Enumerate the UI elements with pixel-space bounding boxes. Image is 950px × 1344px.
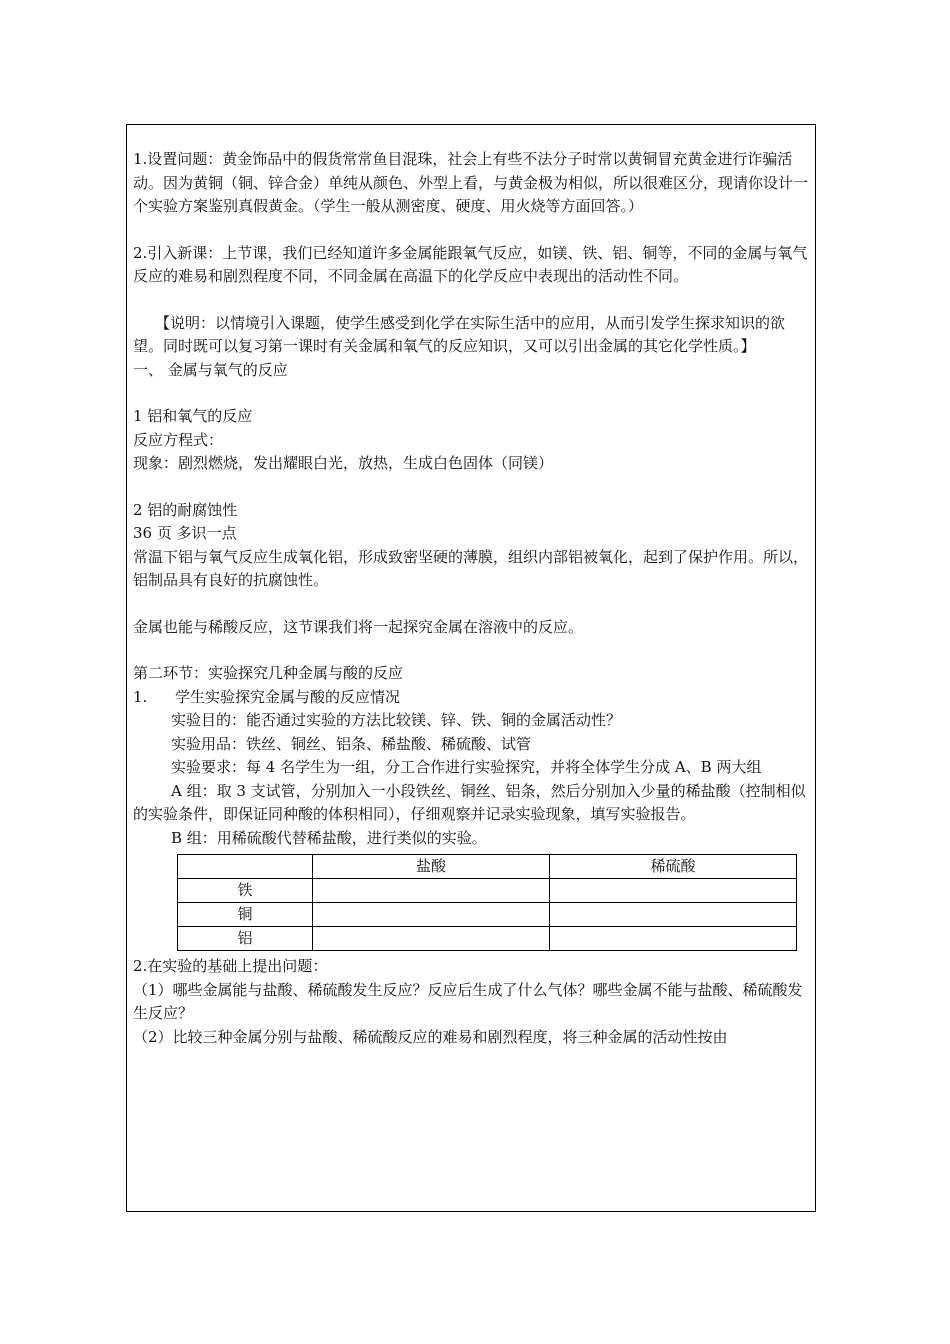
table-cell bbox=[313, 903, 550, 927]
table-row bbox=[178, 927, 797, 951]
equation-label: 反应方程式： bbox=[133, 430, 224, 449]
table-header-cell: 稀硫酸 bbox=[550, 855, 797, 879]
requirement-text: 实验要求：每 4 名学生为一组，分工合作进行实验探究，并将全体学生分成 A、B 两大组 bbox=[171, 758, 762, 776]
question-paragraph: 1.设置问题：黄金饰品中的假货常常鱼目混珠，社会上有些不法分子时常以黄铜冒充黄金进行诈骗活动。因为黄铜（铜、锌合金）单纯从颜色、外型上看，与黄金极为相似，所以很难区分，现请你设计一个实验方案鉴别真假黄金。（学生一般从测密度、硬度、用火烧等方面回答。） bbox=[133, 150, 809, 215]
section-heading: 一、 金属与氧气的反应 bbox=[133, 360, 288, 379]
table-header-row bbox=[178, 855, 797, 879]
table-header-cell bbox=[178, 855, 313, 879]
part2-heading: 第二环节：实验探究几种金属与酸的反应 bbox=[133, 664, 404, 682]
results-table bbox=[177, 854, 797, 951]
item1 bbox=[133, 686, 811, 710]
question-2: （2）比较三种金属分别与盐酸、稀硫酸反应的难易和剧烈程度，将三种金属的活动性按由 bbox=[133, 1027, 728, 1046]
table-cell-metal: 铁 bbox=[178, 879, 313, 903]
table-cell bbox=[313, 927, 550, 951]
group-a-text: A 组：取 3 支试管，分别加入一小段铁丝、铜丝、铝条，然后分别加入少量的稀盐酸（控制相似的实验条件，即保证同种酸的体积相同），仔细观察并记录实验现象，填写实验报告。 bbox=[133, 781, 806, 823]
item2-heading: 2.在实验的基础上提出问题： bbox=[133, 957, 328, 975]
table-row bbox=[178, 879, 797, 903]
table-row bbox=[178, 903, 797, 927]
transition-paragraph: 金属也能与稀酸反应，这节课我们将一起探究金属在溶液中的反应。 bbox=[133, 617, 584, 636]
table-cell bbox=[313, 879, 550, 903]
group-b-text: B 组：用稀硫酸代替稀盐酸，进行类似的实验。 bbox=[171, 828, 487, 847]
table-cell bbox=[550, 879, 797, 903]
table-cell-metal: 铝 bbox=[178, 927, 313, 951]
table-cell-metal: 铜 bbox=[178, 903, 313, 927]
lesson-content bbox=[133, 148, 811, 1049]
question-1: （1）哪些金属能与盐酸、稀硫酸发生反应？反应后生成了什么气体？哪些金属不能与盐酸、稀硫酸发生反应？ bbox=[133, 980, 803, 1022]
subheading-corrosion: 2 铝的耐腐蚀性 bbox=[133, 500, 238, 519]
item1-text: 学生实验探究金属与酸的反应情况 bbox=[175, 687, 401, 706]
subheading-aluminum-oxygen: 1 铝和氧气的反应 bbox=[133, 407, 253, 425]
corrosion-paragraph: 常温下铝与氧气反应生成氧化铝，形成致密坚硬的薄膜，组织内部铝被氧化，起到了保护作用。所以，铝制品具有良好的抗腐蚀性。 bbox=[133, 547, 809, 589]
table-cell bbox=[550, 927, 797, 951]
item1-number: 1. bbox=[133, 687, 148, 706]
table-header-cell: 盐酸 bbox=[313, 855, 550, 879]
purpose-text: 实验目的：能否通过实验的方法比较镁、锌、铁、铜的金属活动性？ bbox=[171, 711, 622, 729]
intro-paragraph: 2.引入新课：上节课，我们已经知道许多金属能跟氧气反应，如镁、铁、铝、铜等，不同的金属与氧气反应的难易和剧烈程度不同，不同金属在高温下的化学反应中表现出的活动性不同。 bbox=[133, 243, 808, 285]
phenomenon-text: 现象：剧烈燃烧，发出耀眼白光，放热，生成白色固体（同镁） bbox=[133, 454, 554, 472]
page-reference: 36 页 多识一点 bbox=[133, 524, 237, 542]
note-paragraph: 【说明：以情境引入课题，使学生感受到化学在实际生活中的应用，从而引发学生探求知识的欲望。同时既可以复习第一课时有关金属和氧气的反应知识，又可以引出金属的其它化学性质。】 bbox=[133, 313, 786, 355]
supplies-text: 实验用品：铁丝、铜丝、铝条、稀盐酸、稀硫酸、试管 bbox=[171, 734, 532, 753]
table-cell bbox=[550, 903, 797, 927]
